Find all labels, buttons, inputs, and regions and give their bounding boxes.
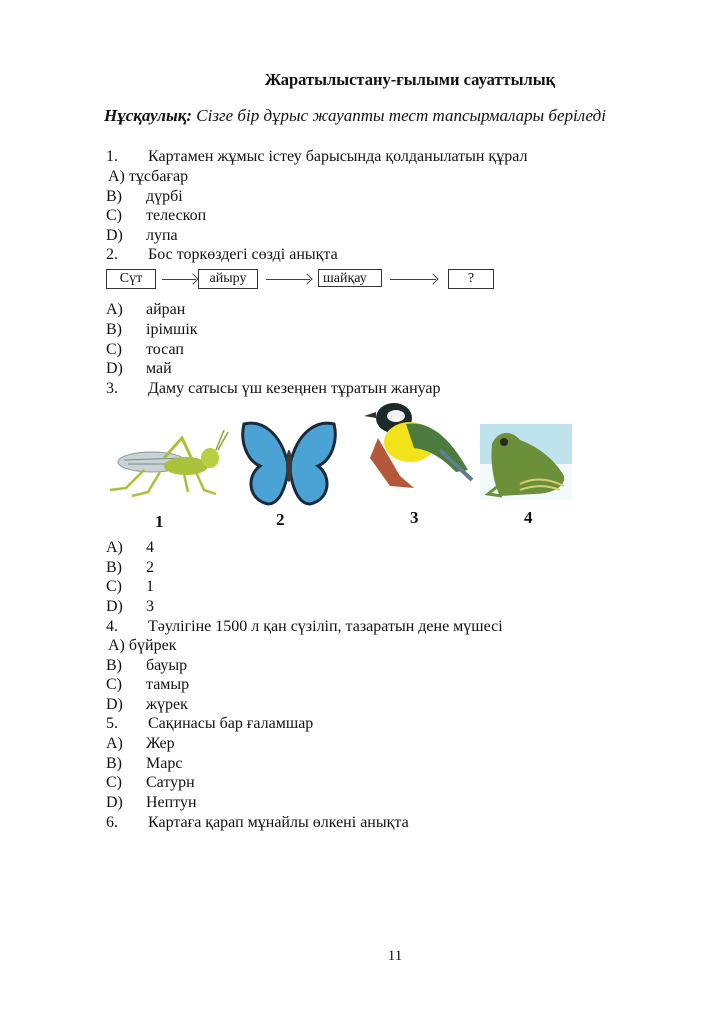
flow-box-1: Сүт [106, 269, 156, 289]
instruction-label: Нұсқаулық: [104, 106, 193, 125]
question-text: Бос торкөздегі сөзді анықта [148, 246, 338, 263]
option-3a[interactable] [106, 538, 154, 558]
question-6 [106, 813, 409, 833]
option-5a[interactable] [106, 734, 175, 754]
option-2c[interactable] [106, 340, 184, 360]
question-text: Картаға қарап мұнайлы өлкені анықта [148, 814, 409, 831]
option-letter: B) [106, 559, 122, 576]
grasshopper-icon [104, 428, 230, 500]
option-3c[interactable] [106, 577, 154, 597]
question-text: Картамен жұмыс істеу барысында қолданылатын құрал [148, 148, 528, 165]
question-5 [106, 714, 313, 734]
option-1d[interactable] [106, 226, 178, 246]
option-letter: A) [106, 539, 123, 556]
option-letter: A) [106, 735, 123, 752]
question-text: Даму сатысы үш кезеңнен тұратын жануар [148, 380, 441, 397]
option-letter: C) [106, 207, 122, 224]
butterfly-icon [240, 420, 338, 508]
option-letter: D) [106, 598, 123, 615]
arrow-right-icon [390, 279, 436, 280]
question-text: Тәулігіне 1500 л қан сүзіліп, тазаратын дене мүшесі [148, 618, 503, 635]
question-text: Сақинасы бар ғаламшар [148, 715, 314, 732]
option-text: жүрек [146, 696, 188, 713]
page-number: 11 [387, 948, 403, 964]
option-text: Нептун [146, 794, 197, 811]
option-text: тосап [146, 341, 184, 358]
option-letter: C) [106, 774, 122, 791]
option-text: бауыр [146, 657, 188, 674]
option-text: тұсбағар [128, 168, 189, 185]
question-number: 4. [106, 618, 118, 635]
arrow-right-icon [162, 279, 196, 280]
option-letter: C) [106, 578, 122, 595]
option-text: ірімшік [146, 321, 198, 338]
instruction-text: Сізге бір дұрыс жауапты тест тапсырмалары беріледі [192, 106, 606, 125]
option-letter: C) [106, 676, 122, 693]
question-1 [106, 147, 527, 167]
instruction [104, 106, 606, 126]
option-letter: A) [106, 301, 123, 318]
option-2a[interactable] [106, 300, 185, 320]
option-1c[interactable] [106, 206, 206, 226]
option-letter: D) [106, 794, 123, 811]
option-letter: B) [106, 657, 122, 674]
option-letter: D) [106, 227, 123, 244]
option-5b[interactable] [106, 754, 182, 774]
option-text: 3 [146, 598, 154, 615]
option-text: Жер [146, 735, 175, 752]
option-5d[interactable] [106, 793, 197, 813]
picture-label-2: 2 [276, 510, 285, 529]
picture-label-4: 4 [524, 508, 533, 527]
option-2d[interactable] [106, 359, 172, 379]
option-3b[interactable] [106, 558, 154, 578]
option-text: бүйрек [128, 637, 177, 654]
flow-box-4: ? [448, 269, 494, 289]
option-text: Марс [146, 755, 183, 772]
option-4b[interactable] [106, 656, 187, 676]
question-3 [106, 379, 441, 399]
option-letter: B) [106, 188, 122, 205]
option-letter: B) [106, 321, 122, 338]
option-text: дүрбі [146, 188, 183, 205]
option-letter: D) [106, 696, 123, 713]
option-4c[interactable] [106, 675, 189, 695]
option-text: Сатурн [146, 774, 195, 791]
option-text: 4 [146, 539, 154, 556]
bird-icon [360, 398, 474, 488]
page-title: Жаратылыстану-ғылыми сауаттылық [264, 70, 556, 89]
frog-icon [480, 424, 572, 500]
picture-label-3: 3 [410, 508, 419, 527]
option-text: 1 [146, 578, 154, 595]
option-letter: D) [106, 360, 123, 377]
flow-box-2: айыру [198, 269, 258, 289]
option-letter: C) [106, 341, 122, 358]
question-number: 2. [106, 246, 118, 263]
option-letter: A) [108, 168, 125, 185]
option-text: телескоп [146, 207, 207, 224]
option-text: 2 [146, 559, 154, 576]
option-1b[interactable] [106, 187, 183, 207]
option-4a[interactable] [106, 636, 176, 656]
option-text: май [146, 360, 172, 377]
option-letter: B) [106, 755, 122, 772]
option-letter: A) [108, 637, 125, 654]
option-text: лупа [146, 227, 178, 244]
question-number: 1. [106, 148, 118, 165]
flow-box-3: шайқау [318, 269, 382, 287]
option-2b[interactable] [106, 320, 198, 340]
question-number: 5. [106, 715, 118, 732]
option-3d[interactable] [106, 597, 154, 617]
question-2 [106, 245, 338, 265]
option-5c[interactable] [106, 773, 195, 793]
question-4 [106, 617, 503, 637]
arrow-right-icon [266, 279, 310, 280]
question-number: 6. [106, 814, 118, 831]
option-4d[interactable] [106, 695, 188, 715]
question-number: 3. [106, 380, 118, 397]
picture-label-1: 1 [155, 512, 164, 531]
option-1a[interactable] [106, 167, 188, 187]
option-text: тамыр [146, 676, 190, 693]
option-text: айран [146, 301, 186, 318]
